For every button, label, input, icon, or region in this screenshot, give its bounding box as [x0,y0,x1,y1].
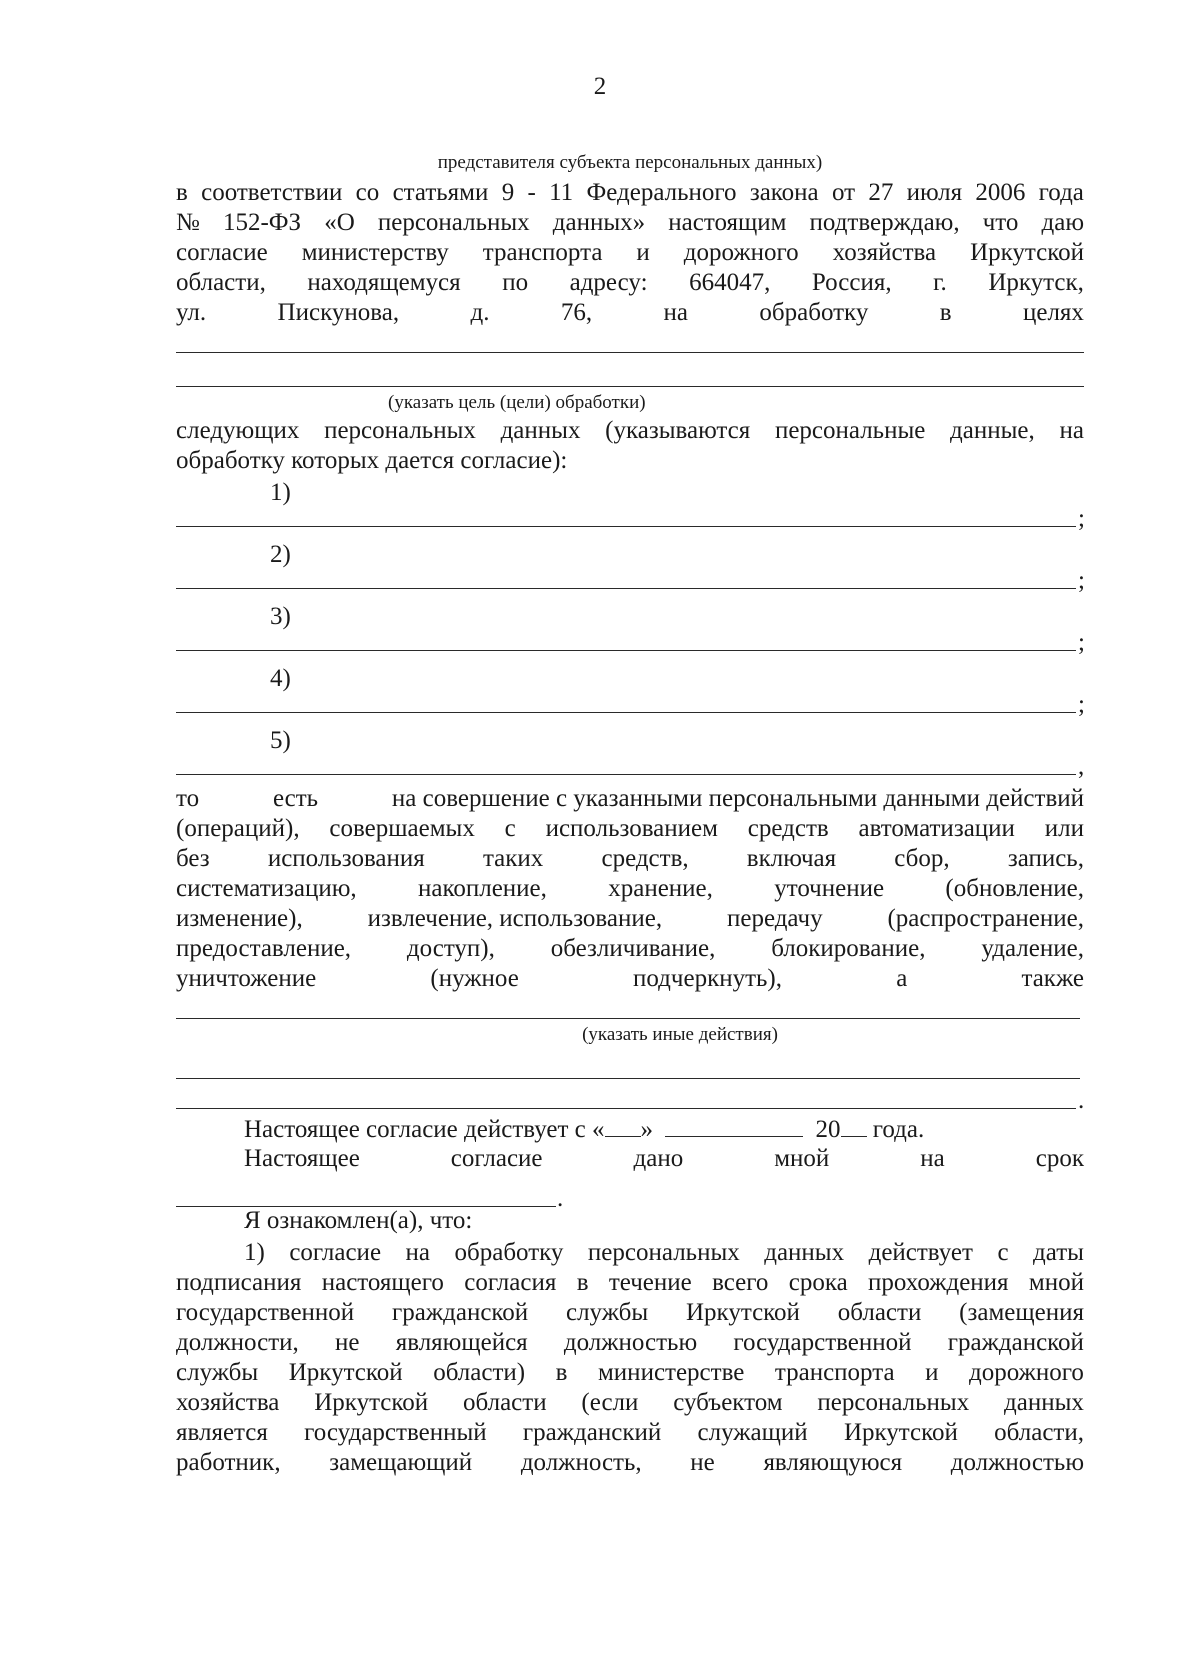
word: Россия, [811,269,892,296]
word: предоставление, [176,935,352,962]
para4-line8 [176,1448,1084,1478]
word: мной [774,1145,830,1172]
word: дано [633,1145,684,1172]
caption-representative: представителя субъекта персональных данных) [437,152,823,173]
para3-line1 [176,784,1084,814]
word: являющуюся [763,1449,903,1476]
item-1-blank [176,526,1076,527]
word: со [355,179,380,206]
word: службы [176,1359,259,1386]
word: средств, [601,845,689,872]
para4-line1 [244,1238,1084,1268]
para4-line5 [176,1358,1084,1388]
item-2-end: ; [1078,567,1085,594]
validity-line [244,1114,924,1145]
word: транспорта [482,239,603,266]
word: Пискунова, [277,299,400,326]
word: персональные [774,417,926,444]
word: персональных [324,417,476,444]
word: без [176,845,210,872]
word: в [555,1359,568,1386]
word: на совершение с указанными персональными данными действий [391,785,1084,812]
word: (если [581,1389,639,1416]
word: не [335,1329,360,1356]
word: данные, [950,417,1035,444]
validity-suffix: года. [872,1116,925,1143]
word: использованием [545,815,718,842]
para1-line4 [176,268,1084,298]
word: уточнение [774,875,885,902]
word: персональных [817,1389,970,1416]
word: области) [433,1359,526,1386]
word: (операций), [176,815,300,842]
word: автоматизации [858,815,1015,842]
word: № [176,209,200,236]
word: обработку [454,1239,564,1266]
validity-day-blank [605,1114,641,1137]
item-2-number: 2) [270,541,291,568]
word: Федерального [586,179,737,206]
item-3-number: 3) [270,603,291,630]
para1-line5 [176,298,1084,328]
word: согласие [289,1239,382,1266]
word: уничтожение [176,965,317,992]
word: от [831,179,856,206]
word: срок [1035,1145,1084,1172]
blank-line-other-actions-1 [176,1018,1080,1019]
word: области [837,1299,922,1326]
word: следующих [176,417,300,444]
word: (обновление, [945,875,1084,902]
word: области [463,1389,547,1416]
word: 9 [501,179,515,206]
validity-year-prefix: 20 [815,1116,841,1143]
para3-line7 [176,964,1084,994]
word: субъектом [673,1389,783,1416]
term-end: . [557,1185,564,1212]
word: всего [712,1269,769,1296]
word: «О [324,209,355,236]
word: дорожного [683,239,799,266]
word: дорожного [969,1359,1084,1386]
word: настоящего [321,1269,444,1296]
word: извлечение, использование, [367,905,663,932]
word: 27 [868,179,894,206]
acknowledged-heading: Я ознакомлен(а), что: [244,1207,473,1234]
item-4-blank [176,712,1076,713]
para4-line2 [176,1268,1084,1298]
para4-line6 [176,1388,1084,1418]
item-5-end: , [1078,753,1085,780]
word: г. [933,269,947,296]
word: данных [1004,1389,1084,1416]
word: на [920,1145,945,1172]
word: должностью [950,1449,1084,1476]
word: согласия [464,1269,557,1296]
word: области, [994,1419,1084,1446]
other-actions-end: . [1078,1087,1085,1114]
word: в [176,179,188,206]
word: закона [749,179,819,206]
word: транспорта [774,1359,895,1386]
blank-line-purpose-1 [176,352,1084,353]
caption-purpose: (указать цель (цели) обработки) [388,392,646,413]
word: Иркутской [970,239,1084,266]
word: персональных [587,1239,740,1266]
word: подчеркнуть), [633,965,782,992]
word: а [896,965,908,992]
word: службы [565,1299,649,1326]
item-3-blank [176,650,1076,651]
word: являющейся [395,1329,528,1356]
word: работник, [176,1449,281,1476]
word: адресу: [569,269,648,296]
word: государственной [733,1329,912,1356]
word: области, [176,269,266,296]
blank-line-other-actions-3 [176,1108,1076,1109]
word: персональных [377,209,530,236]
word: 11 [549,179,574,206]
para3-line6 [176,934,1084,964]
word: служащий [697,1419,808,1446]
word: включая [746,845,837,872]
word: данных» [552,209,646,236]
word: согласие [450,1145,543,1172]
word: целях [1022,299,1084,326]
item-1-number: 1) [270,479,291,506]
para1-line2 [176,208,1084,238]
word: хозяйства [832,239,937,266]
word: или [1044,815,1084,842]
word: 152-ФЗ [222,209,302,236]
word: должность, [520,1449,642,1476]
para3-line4 [176,874,1084,904]
para2-line2: обработку которых дается согласие): [176,447,568,474]
word: на [663,299,689,326]
para4-line7 [176,1418,1084,1448]
item-2-blank [176,588,1076,589]
word: также [1021,965,1084,992]
word: статьями [392,179,489,206]
word: года [1038,179,1084,206]
word: в [939,299,952,326]
validity-year-blank [841,1114,867,1137]
word: гражданский [522,1419,662,1446]
word: на [405,1239,431,1266]
word: то [176,785,200,812]
word: даты [1033,1239,1084,1266]
item-1-end: ; [1078,505,1085,532]
word: (указываются [605,417,751,444]
para3-line3 [176,844,1084,874]
word: запись, [1007,845,1084,872]
term-line [244,1144,1084,1174]
word: по [502,269,529,296]
para4-line3 [176,1298,1084,1328]
word: в [576,1269,589,1296]
page-number: 2 [593,73,607,100]
word: Иркутской [843,1419,958,1446]
word: подписания [176,1269,302,1296]
word: обезличивание, [550,935,716,962]
word: 76, [560,299,593,326]
word: министерству [301,239,449,266]
word: систематизацию, [176,875,357,902]
word: есть [272,785,319,812]
word: соответствии [201,179,343,206]
word: течение [608,1269,692,1296]
word: является [176,1419,268,1446]
blank-line-purpose-2 [176,386,1084,387]
word: находящемуся [307,269,461,296]
word: гражданской [947,1329,1084,1356]
word: средств [747,815,829,842]
validity-prefix: Настоящее согласие действует с « [244,1116,605,1143]
word: 2006 [975,179,1026,206]
word: таких [482,845,544,872]
item-3-end: ; [1078,629,1085,656]
word: - [527,179,536,206]
word: действует [868,1239,973,1266]
word: что [982,209,1019,236]
item-4-end: ; [1078,691,1085,718]
word: на [1059,417,1084,444]
word: государственной [176,1299,355,1326]
word: данных [764,1239,845,1266]
word: Иркутской [686,1299,800,1326]
para1-line3 [176,238,1084,268]
word: (замещения [959,1299,1084,1326]
word: Настоящее [244,1145,360,1172]
word: даю [1041,209,1084,236]
word: блокирование, [771,935,926,962]
para2-line1 [176,416,1084,446]
word: ул. [176,299,207,326]
word: использования [267,845,425,872]
word: должностью [563,1329,698,1356]
word: (распространение, [887,905,1084,932]
blank-line-other-actions-2 [176,1078,1080,1079]
word: совершаемых [329,815,475,842]
word: июля [906,179,963,206]
word: данных [500,417,581,444]
word: прохождения [868,1269,1009,1296]
word: хозяйства [176,1389,280,1416]
validity-mid: » [640,1116,653,1143]
word: и [925,1359,939,1386]
validity-month-blank [665,1114,803,1137]
word: накопление, [417,875,547,902]
word: подтверждаю, [809,209,960,236]
word: министерстве [597,1359,745,1386]
item-4-number: 4) [270,665,291,692]
word: 664047, [689,269,771,296]
word: обработку [759,299,869,326]
word: настоящим [668,209,787,236]
word: согласие [176,239,268,266]
item-5-blank [176,774,1076,775]
caption-other-actions: (указать иные действия) [582,1024,778,1045]
word: д. [470,299,490,326]
word: удаление, [981,935,1084,962]
word: сбор, [894,845,950,872]
word: Иркутской [314,1389,429,1416]
word: 1) [244,1239,265,1266]
word: с [504,815,516,842]
word: замещающий [329,1449,473,1476]
word: мной [1028,1269,1084,1296]
item-5-number: 5) [270,727,291,754]
word: должности, [176,1329,299,1356]
word: (нужное [430,965,519,992]
para3-line2 [176,814,1084,844]
word: и [636,239,650,266]
word: государственный [304,1419,487,1446]
word: доступ), [406,935,495,962]
para1-line1 [176,178,1084,208]
word: срока [788,1269,848,1296]
para3-line5 [176,904,1084,934]
word: Иркутск, [988,269,1084,296]
para4-line4 [176,1328,1084,1358]
word: с [997,1239,1009,1266]
word: гражданской [392,1299,529,1326]
word: передачу [726,905,823,932]
word: не [690,1449,715,1476]
word: хранение, [608,875,713,902]
word: изменение), [176,905,303,932]
word: Иркутской [288,1359,403,1386]
